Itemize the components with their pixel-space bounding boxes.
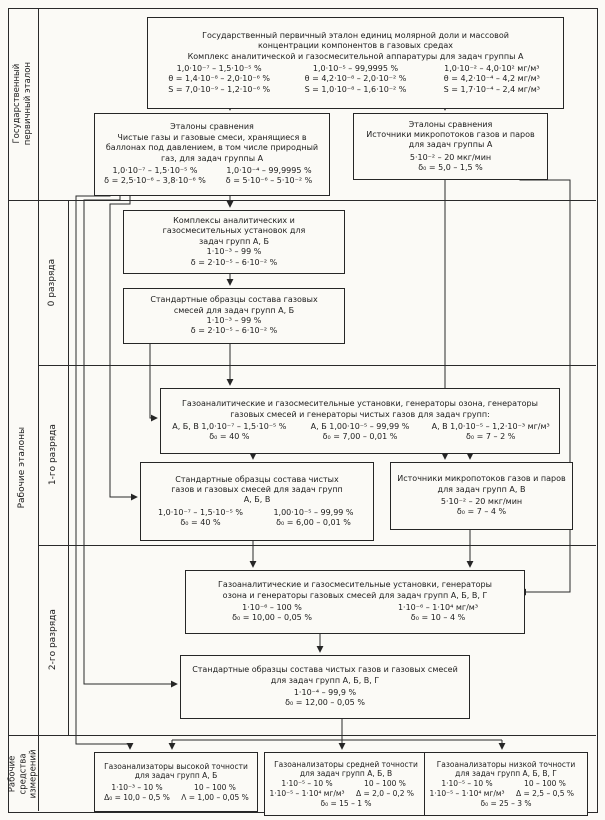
section-divider-rank2 (8, 735, 596, 736)
value-line: δ₀ = 25 – 3 % (480, 798, 532, 808)
rank1-standard-samples-box (140, 462, 374, 541)
value-line: δ₀ = 5,0 – 1,5 % (418, 163, 483, 173)
value-line: 5·10⁻² – 20 мкг/мин (409, 152, 492, 162)
box-title-line: Государственный первичный эталон единиц молярной доли и массовой (202, 30, 509, 40)
box-title-line: задач групп А, Б (199, 236, 269, 246)
value-column (151, 64, 287, 95)
value-column (424, 64, 560, 95)
box-title-line: Стандартные образцы состава чистых (175, 474, 339, 484)
label-line: Рабочие (7, 755, 18, 792)
box-title-line: Газоаналитические и газосмесительные установки, генераторы (218, 580, 492, 590)
box-title-line: Источники микропотоков газов и паров (397, 474, 566, 484)
value-line: θ = 1,4·10⁻⁸ – 2,0·10⁻⁶ % (168, 74, 270, 84)
box-title-line: Эталоны сравнения (170, 122, 254, 132)
box-title-line: Эталоны сравнения (408, 119, 493, 129)
value-column (98, 166, 212, 187)
value-line: δ₀ = 10,00 – 0,05 % (232, 613, 312, 623)
comparison-standard-gases-box (94, 113, 330, 196)
value-line: S = 1,0·10⁻⁸ – 1,6·10⁻² % (304, 84, 407, 94)
box-title-line: для задач групп А, Б, В (299, 769, 393, 779)
section-divider-rank1 (38, 545, 596, 546)
value-line: δ₀ = 12,00 – 0,05 % (285, 698, 365, 708)
value-column (287, 64, 423, 95)
value-line: δ = 2·10⁻⁵ – 6·10⁻² % (190, 326, 278, 336)
box-title-line: газовых смесей и генераторы чистых газов для задач групп: (230, 409, 490, 419)
box-title-line: смесей для задач групп А, Б (173, 305, 295, 315)
sidebar-rank1-label (38, 365, 68, 545)
value-line: 1·10⁻⁵ – 10 % (281, 779, 333, 789)
label-line: средства (17, 752, 28, 795)
value-line: 1,0·10⁻⁷ – 1,5·10⁻⁵ % (176, 64, 262, 73)
value-line: θ = 4,2·10⁻⁴ – 4,2 мг/м³ (443, 74, 540, 84)
value-line: 5·10⁻² – 20 мкг/мин (440, 497, 523, 506)
box-title-line: озона и генераторы газовых смесей для задач групп А, Б, В, Г (222, 590, 488, 600)
box-title-line: Комплексы аналитических и (173, 216, 295, 226)
value-line: Δ = 2,5 – 0,5 % (515, 788, 575, 798)
section-divider-rank0 (38, 365, 596, 366)
label-line: Государственный (12, 64, 23, 144)
value-line: 1·10⁻⁶ – 100 % (242, 603, 302, 612)
value-line: δ = 2,5·10⁻⁶ – 3,8·10⁻⁶ % (104, 176, 206, 186)
value-line: 10 – 100 % (524, 779, 566, 789)
label-line: измерений (28, 749, 39, 798)
label-line: 0 разряда (47, 258, 58, 307)
value-line: δ₀ = 10 – 4 % (410, 613, 466, 623)
rank0-standard-samples-box (123, 288, 345, 344)
box-title-line: газосмесительных установок для (162, 226, 306, 236)
sidebar-rank2-label (38, 545, 68, 735)
value-line: δ₀ = 7,00 – 0,01 % (322, 432, 398, 442)
box-title-line: для задач группы А (408, 140, 493, 150)
value-line: δ = 5·10⁻⁶ – 5·10⁻² % (225, 176, 313, 186)
value-line: 1·10⁻⁵ – 1·10⁴ мг/м³ (269, 788, 345, 798)
value-line: δ₀ = 15 – 1 % (320, 798, 372, 808)
box-title-line: для задач групп А, Б (134, 771, 218, 781)
value-line: θ = 4,2·10⁻⁸ – 2,0·10⁻² % (304, 74, 407, 84)
rank-column-divider (68, 200, 69, 735)
value-line: 1·10⁻³ – 99 % (206, 247, 262, 257)
value-line: 10 – 100 % (194, 783, 236, 792)
value-line: 10 – 100 % (364, 779, 406, 789)
box-title-line: Газоанализаторы высокой точности (104, 761, 248, 771)
value-line: 1·10⁻⁵ – 1·10⁴ мг/м³ (429, 788, 505, 798)
sidebar-working-instruments-label (8, 735, 38, 812)
value-line: 1·10⁻³ – 99 % (206, 316, 262, 325)
box-title-line: для задач групп А, В (437, 484, 526, 494)
value-line: Λ = 1,00 – 0,05 % (181, 792, 249, 802)
box-title-line: концентрации компонентов в газовых средах (257, 41, 454, 51)
value-line: Δ = 2,0 – 0,2 % (355, 788, 415, 798)
value-line: 1,00·10⁻⁵ – 99,99 % (273, 507, 354, 517)
label-line: Рабочие эталоны (17, 426, 28, 509)
analyzers-high-accuracy-box (94, 752, 258, 812)
value-line: Δ₀ = 10,0 – 0,5 % (104, 792, 170, 802)
value-line: δ₀ = 7 – 4 % (456, 507, 507, 517)
sidebar-working-etalons-label (8, 200, 38, 735)
analyzers-medium-accuracy-box (264, 752, 428, 816)
analyzers-low-accuracy-box (424, 752, 588, 816)
rank1-microflow-sources-box (390, 462, 573, 530)
value-line: 1,0·10⁻⁷ – 1,5·10⁻⁵ % (112, 165, 198, 175)
rank0-complexes-box (123, 210, 345, 274)
box-title-line: Газоаналитические и газосмесительные установки, генераторы озона, генераторы (182, 399, 538, 409)
value-line: S = 1,7·10⁻⁴ – 2,4 мг/м³ (443, 84, 540, 94)
value-line: А, Б, В 1,0·10⁻⁷ – 1,5·10⁻⁵ % (172, 422, 287, 431)
box-title-line: газ, для задач группы А (160, 153, 264, 163)
value-line: А, В 1,0·10⁻⁵ – 1,2·10⁻³ мг/м³ (431, 422, 550, 431)
box-title-line: баллонах под давлением, в том числе природный (105, 143, 319, 153)
value-line: δ₀ = 40 % (180, 518, 221, 528)
box-title-line: для задач групп А, Б, В, Г (270, 675, 380, 685)
box-title-line: Стандартные образцы состава чистых газов и газовых смесей (192, 665, 458, 675)
label-line: 2-го разряда (47, 609, 58, 671)
box-title-line: Комплекс аналитической и газосмесительной аппаратуры для задач группы А (187, 51, 524, 61)
value-line: 1,0·10⁻⁷ – 1,5·10⁻⁵ % (158, 507, 243, 517)
sidebar-rank0-label (38, 200, 68, 365)
box-title-line: Газоанализаторы низкой точности (436, 759, 576, 769)
box-title-line: для задач групп А, Б, В, Г (455, 769, 557, 779)
section-divider-primary (8, 200, 596, 201)
rank1-units-box (160, 388, 560, 454)
value-line: δ = 2·10⁻⁵ – 6·10⁻² % (190, 257, 278, 267)
value-line: 1·10⁻⁶ – 1·10⁴ мг/м³ (397, 603, 479, 612)
sidebar-primary-standard-label (8, 8, 38, 200)
value-line: 1,0·10⁻⁴ – 99,9995 % (226, 165, 312, 175)
value-line: 1,0·10⁻² – 4,0·10² мг/м³ (444, 64, 540, 73)
box-title-line: Источники микропотоков газов и паров (366, 129, 535, 139)
value-column (212, 166, 326, 187)
value-line: 1·10⁻³ – 10 % (111, 783, 163, 792)
value-line: 1,0·10⁻⁵ – 99,9995 % (312, 64, 399, 73)
box-title-line: А, Б, В (243, 495, 271, 505)
label-line: первичный эталон (23, 62, 33, 146)
value-line: δ₀ = 6,00 – 0,01 % (276, 518, 351, 528)
rank2-units-box (185, 570, 525, 634)
box-title-line: Газоанализаторы средней точности (274, 759, 418, 769)
box-title-line: Чистые газы и газовые смеси, хранящиеся в (117, 132, 307, 142)
value-line: 1·10⁻⁴ – 99,9 % (293, 688, 357, 697)
value-line: А, Б 1,00·10⁻⁵ – 99,99 % (310, 422, 410, 431)
value-line: S = 7,0·10⁻⁹ – 1,2·10⁻⁶ % (168, 84, 271, 94)
rank2-standard-samples-box (180, 655, 470, 719)
box-title-line: газов и газовых смесей для задач групп (171, 484, 343, 494)
value-line: δ₀ = 40 % (209, 432, 250, 442)
primary-standard-box (147, 17, 564, 109)
value-line: δ₀ = 7 – 2 % (466, 432, 516, 442)
box-title-line: Стандартные образцы состава газовых (150, 295, 318, 305)
comparison-standard-microflow-box (353, 113, 548, 180)
label-line: 1-го разряда (47, 424, 58, 486)
value-line: 1·10⁻⁵ – 10 % (441, 779, 493, 789)
